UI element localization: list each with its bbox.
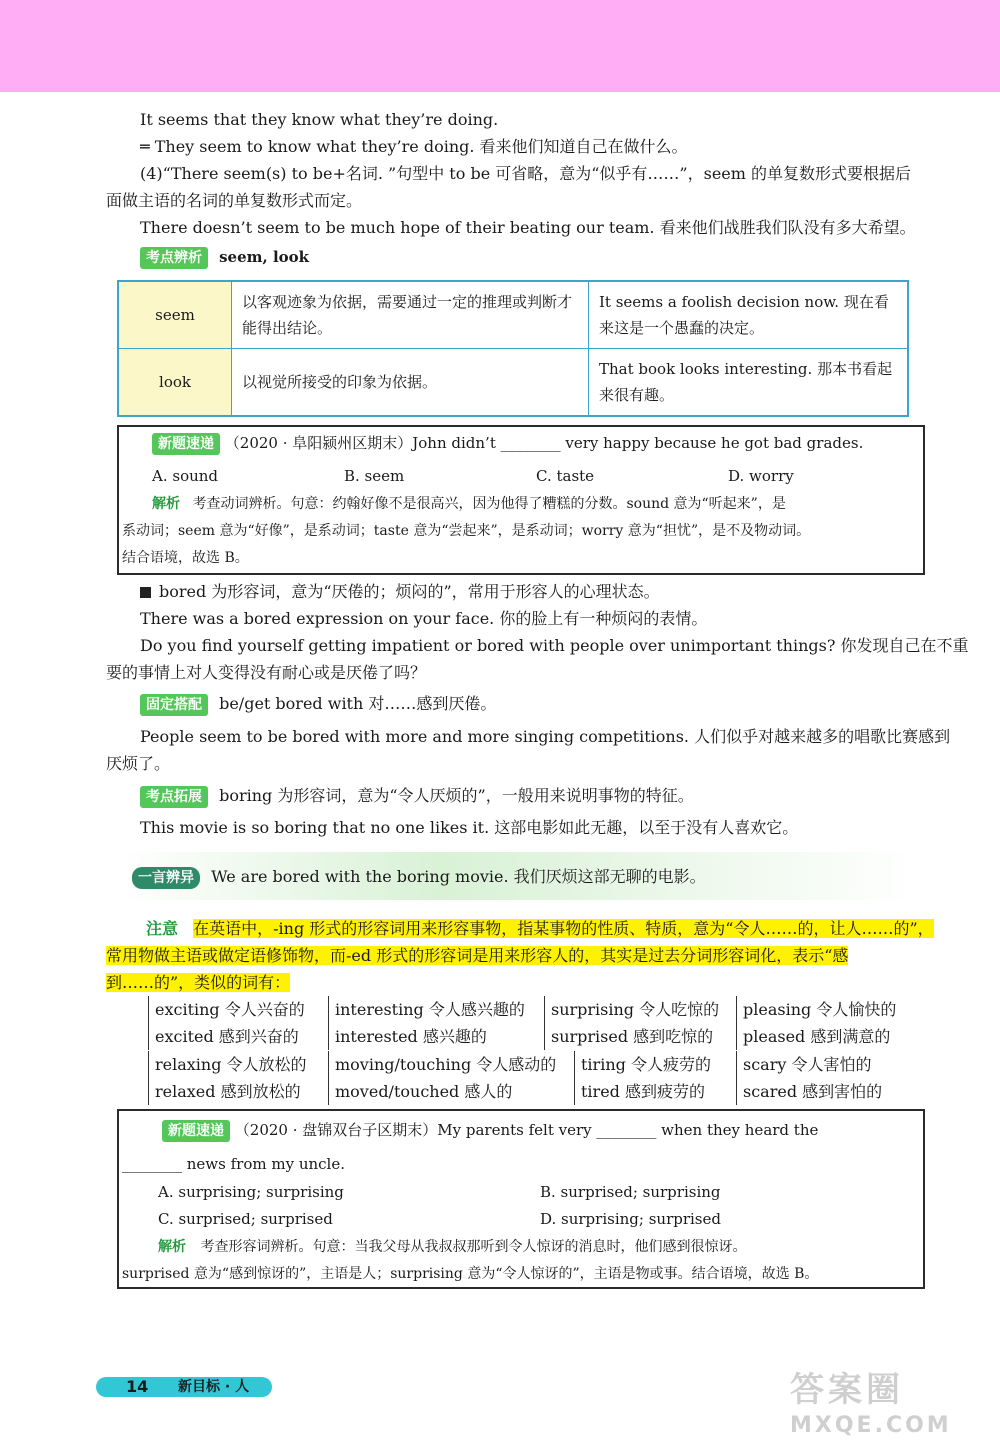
extend-tag: 考点拓展: [140, 786, 208, 808]
page-footer: [96, 1377, 272, 1397]
note-label: 注意: [146, 919, 179, 938]
table-row: [118, 349, 908, 417]
bored-example-2-cont: 要的事情上对人变得没有耐心或是厌倦了吗？: [106, 663, 427, 682]
q1-tag: 新题速递: [152, 433, 220, 455]
fixed-tag: 固定搭配: [140, 694, 208, 716]
q1-option-b: B. seem: [344, 467, 405, 485]
table-example: It seems a foolish decision now. 现在看来这是一个愚蠢的决定。: [589, 281, 909, 349]
q1-answer-text2: 系动词；seem 意为“好像”，是系动词；taste 意为“尝起来”，是系动词；worry 意为“担忧”，是不及物动词。: [122, 523, 811, 539]
pair-group: [148, 1051, 307, 1105]
q2-tag: 新题速递: [162, 1120, 230, 1142]
extend-example: This movie is so boring that no one likes it. 这部电影如此无趣，以至于没有人喜欢它。: [140, 818, 799, 837]
note-line2: 常用物做主语或做定语修饰物，而-ed 形式的形容词是用来形容人的，其实是过去分词形容词化，表示“感: [106, 946, 849, 965]
ing-adjective: relaxing 令人放松的: [155, 1055, 307, 1074]
pair-group: [328, 996, 525, 1050]
q2-answer-text2: surprised 意为“感到惊讶的”，主语是人；surprising 意为“令人惊讶的”，主语是物或事。结合语境，故选 B。: [122, 1266, 819, 1282]
analysis-title: seem, look: [219, 248, 310, 266]
q2-option-b: B. surprised; surprising: [540, 1183, 721, 1201]
one-word-tag: 一言辨异: [132, 867, 200, 889]
fixed-example: People seem to be bored with more and more singing competitions. 人们似乎对越来越多的唱歌比赛感到: [140, 727, 951, 746]
q2-answer-line1: [158, 1234, 746, 1261]
extend-text: boring 为形容词，意为“令人厌烦的”，一般用来说明事物的特征。: [219, 786, 694, 805]
ed-adjective: interested 感兴趣的: [335, 1027, 487, 1046]
square-bullet-icon: [140, 587, 151, 598]
watermark-logo: [790, 1362, 990, 1442]
ed-adjective: moved/touched 感人的: [335, 1082, 513, 1101]
pair-group: [544, 996, 719, 1050]
q1-option-a: A. sound: [152, 467, 219, 485]
fixed-example-cont: 厌烦了。: [106, 754, 171, 773]
pair-group: [736, 1051, 882, 1105]
q1-stem-line: [152, 431, 863, 455]
one-word-text: We are bored with the boring movie. 我们厌烦这部无聊的电影。: [211, 867, 706, 886]
q2-option-a: A. surprising; surprising: [158, 1183, 344, 1201]
q2-answer-label: 解析: [158, 1239, 186, 1255]
note-line3: 到……的”，类似的词有：: [106, 973, 291, 992]
ing-adjective: scary 令人害怕的: [743, 1055, 872, 1074]
seem-example-3: There doesn’t seem to be much hope of their beating our team. 看来他们战胜我们队没有多大希望。: [140, 218, 916, 237]
q2-stem2: ________ news from my uncle.: [122, 1155, 345, 1173]
header-band: [0, 0, 1000, 92]
ed-adjective: tired 感到疲劳的: [581, 1082, 705, 1101]
q2-stem1: （2020 · 盘锦双台子区期末）My parents felt very ________ when they heard the: [234, 1121, 819, 1139]
seem-example-2: ═ They seem to know what they’re doing. 看来他们知道自己在做什么。: [140, 137, 688, 156]
one-word: [132, 866, 706, 889]
q1-option-d: D. worry: [728, 467, 794, 485]
pair-group: [148, 996, 305, 1050]
table-example: That book looks interesting. 那本书看起来很有趣。: [589, 349, 909, 417]
analysis-heading: [140, 247, 309, 269]
pair-group: [574, 1051, 711, 1105]
watermark-en: MXQE.COM: [790, 1413, 952, 1438]
table-word: look: [118, 349, 232, 417]
q2-option-d: D. surprising; surprised: [540, 1210, 721, 1228]
table-row: [118, 281, 908, 349]
q1-option-c: C. taste: [536, 467, 595, 485]
q2-answer-text1: 考查形容词辨析。句意：当我父母从我叔叔那听到令人惊讶的消息时，他们感到很惊讶。: [200, 1239, 747, 1255]
q1-stem: （2020 · 阜阳颍州区期末）John didn’t ________ very happy because he got bad grades.: [224, 434, 864, 452]
ed-adjective: pleased 感到满意的: [743, 1027, 891, 1046]
seem-rule-4-cont: 面做主语的名词的单复数形式而定。: [106, 191, 363, 210]
q1-answer-label: 解析: [152, 496, 180, 512]
ed-adjective: scared 感到害怕的: [743, 1082, 883, 1101]
ed-adjective: surprised 感到吃惊的: [551, 1027, 714, 1046]
ing-adjective: pleasing 令人愉快的: [743, 1000, 897, 1019]
q1-answer-text1: 考查动词辨析。句意：约翰好像不是很高兴，因为他得了糟糕的分数。sound 意为“听起来”，是: [192, 496, 786, 512]
q2-stem-line: [162, 1118, 818, 1142]
table-desc: 以视觉所接受的印象为依据。: [232, 349, 589, 417]
ing-adjective: interesting 令人感兴趣的: [335, 1000, 525, 1019]
note-line1: [146, 915, 934, 942]
ing-adjective: surprising 令人吃惊的: [551, 1000, 720, 1019]
bored-example-1: There was a bored expression on your face. 你的脸上有一种烦闷的表情。: [140, 609, 708, 628]
bored-example-2: Do you find yourself getting impatient or bored with people over unimportant things? 你发现自己在不重: [140, 636, 969, 655]
ing-adjective: moving/touching 令人感动的: [335, 1055, 557, 1074]
pair-group: [328, 1051, 556, 1105]
book-title: 新目标 · 人: [178, 1379, 250, 1395]
ing-adjective: tiring 令人疲劳的: [581, 1055, 711, 1074]
pair-group: [736, 996, 896, 1050]
seem-look-table: [117, 280, 909, 417]
analysis-tag: 考点辨析: [140, 247, 208, 269]
seem-rule-4: (4)“There seem(s) to be+名词. ”句型中 to be 可省略，意为“似乎有……”，seem 的单复数形式要根据后: [140, 164, 912, 183]
q1-answer-text3: 结合语境，故选 B。: [122, 550, 249, 566]
extension: [140, 785, 694, 808]
bored-definition: bored 为形容词，意为“厌倦的；烦闷的”，常用于形容人的心理状态。: [140, 578, 660, 605]
table-desc: 以客观迹象为依据，需要通过一定的推理或判断才能得出结论。: [232, 281, 589, 349]
seem-example-1: It seems that they know what they’re doing.: [140, 110, 499, 129]
watermark-cn: 答案圈: [790, 1370, 904, 1410]
ed-adjective: relaxed 感到放松的: [155, 1082, 301, 1101]
ing-adjective: exciting 令人兴奋的: [155, 1000, 305, 1019]
table-word: seem: [118, 281, 232, 349]
page-number: 14: [126, 1377, 149, 1396]
q2-option-c: C. surprised; surprised: [158, 1210, 333, 1228]
note-text1: 在英语中，-ing 形式的形容词用来形容事物，指某事物的性质、特质，意为“令人……的，让人……的”，: [193, 919, 934, 938]
fixed-collocation: [140, 693, 496, 716]
fixed-text: be/get bored with 对……感到厌倦。: [219, 694, 497, 713]
q1-answer-line1: [152, 491, 786, 518]
ed-adjective: excited 感到兴奋的: [155, 1027, 299, 1046]
